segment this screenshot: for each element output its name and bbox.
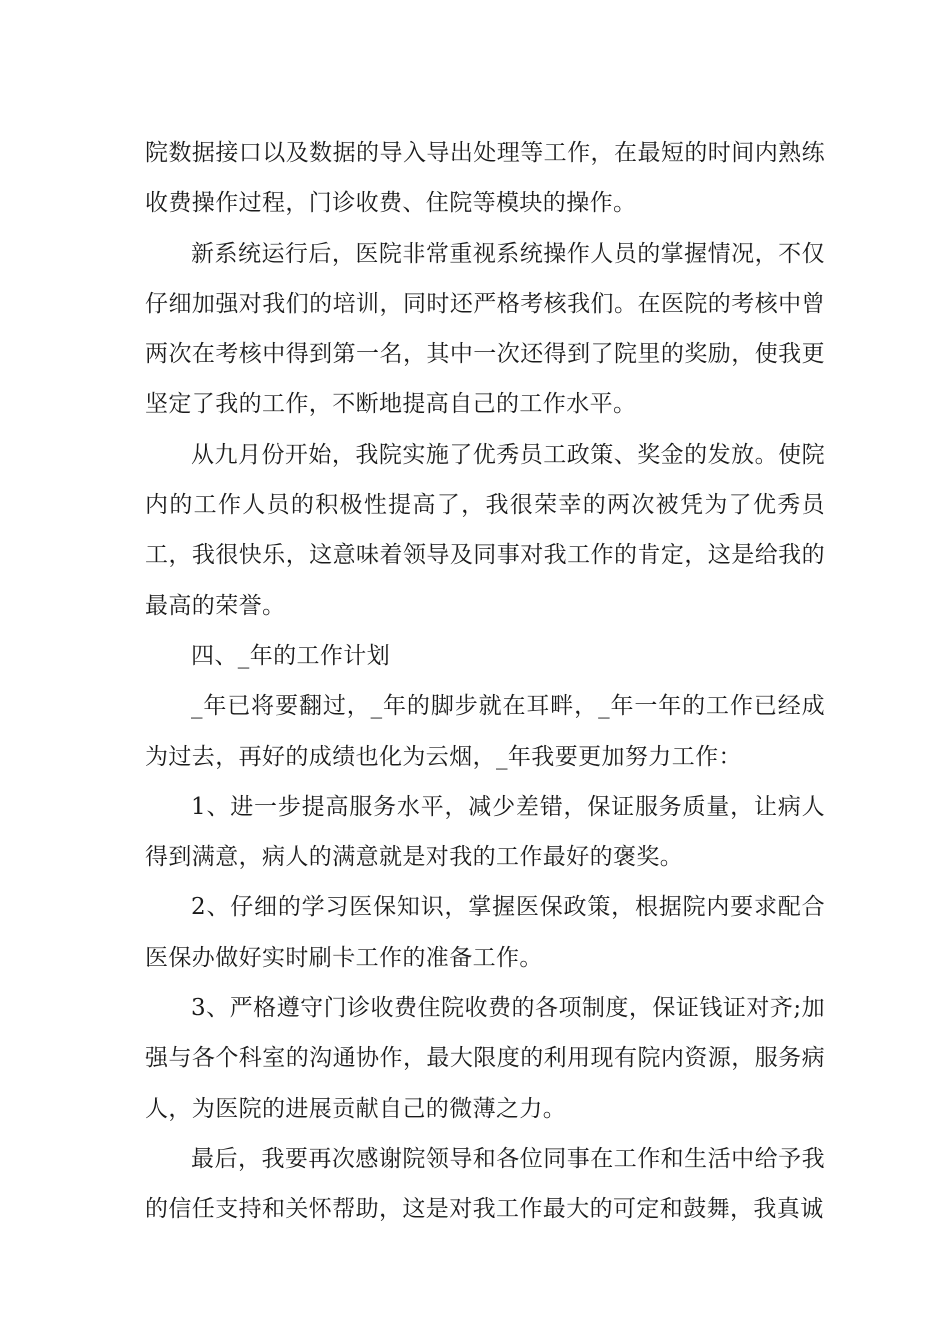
paragraph-september: 从九月份开始，我院实施了优秀员工政策、奖金的发放。使院内的工作人员的积极性提高了，我很荣幸的两次被凭为了优秀员工，我很快乐，这意味着领导及同事对我工作的肯定，这是给我的最高的荣誉。: [145, 441, 825, 619]
paragraph-closing: 最后，我要再次感谢院领导和各位同事在工作和生活中给予我的信任支持和关怀帮助，这是对我工作最大的可定和鼓舞，我真诚: [145, 1145, 825, 1223]
plan-item-1: 1、进一步提高服务水平，减少差错，保证服务质量，让病人得到满意，病人的满意就是对我的工作最好的褒奖。: [145, 793, 825, 871]
paragraph-continuation: 院数据接口以及数据的导入导出处理等工作，在最短的时间内熟练收费操作过程，门诊收费、住院等模块的操作。: [145, 140, 825, 217]
plan-item-3: 3、严格遵守门诊收费住院收费的各项制度，保证钱证对齐;加强与各个科室的沟通协作，最大限度的利用现有院内资源，服务病人，为医院的进展贡献自己的微薄之力。: [145, 995, 825, 1122]
plan-item-2: 2、仔细的学习医保知识，掌握医保政策，根据院内要求配合医保办做好实时刷卡工作的准备工作。: [145, 894, 825, 971]
section-heading-work-plan: 四、_年的工作计划: [191, 642, 391, 669]
document-body: [145, 128, 825, 1235]
paragraph-plan-intro: _年已将要翻过，_年的脚步就在耳畔，_年一年的工作已经成为过去，再好的成绩也化为云烟，_年我要更加努力工作：: [145, 693, 825, 770]
paragraph-new-system: 新系统运行后，医院非常重视系统操作人员的掌握情况，不仅仔细加强对我们的培训，同时还严格考核我们。在医院的考核中曾两次在考核中得到第一名，其中一次还得到了院里的奖励，使我更坚定了我的工作，不断地提高自己的工作水平。: [145, 240, 825, 418]
